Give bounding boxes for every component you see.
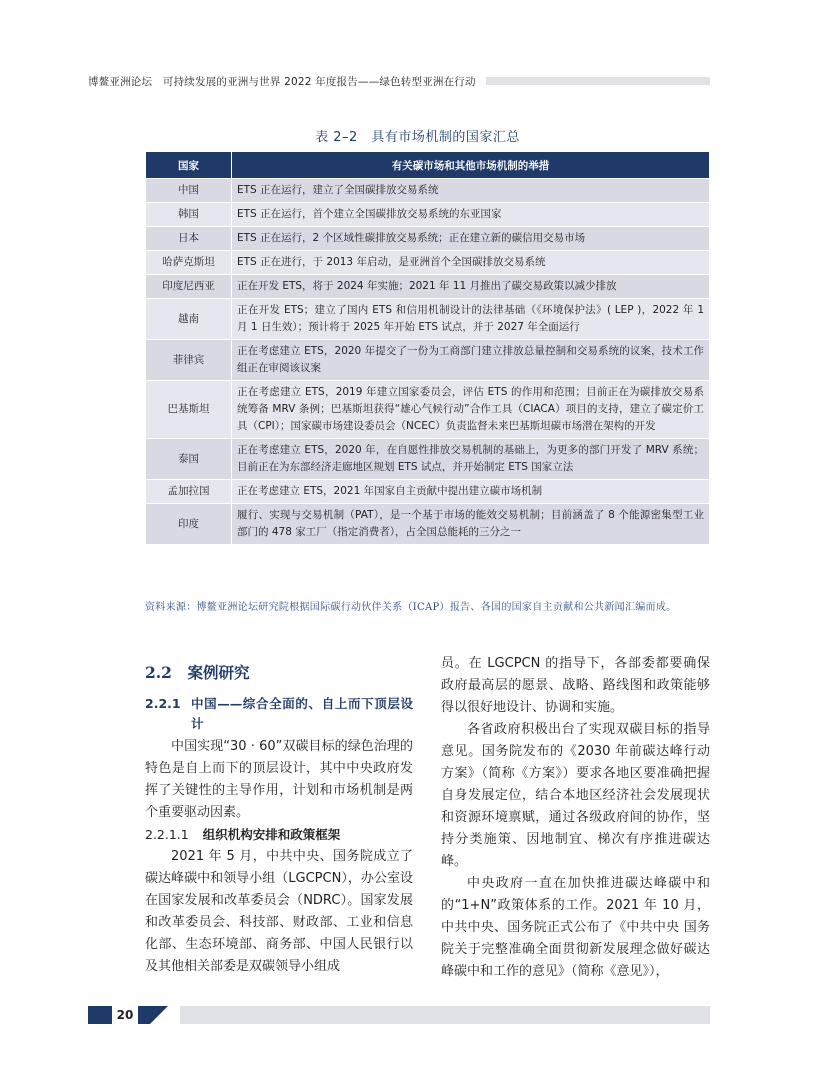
measure-cell: ETS 正在运行，首个建立全国碳排放交易系统的东亚国家	[232, 203, 710, 227]
subsubsection-title: 组织机构安排和政策框架	[202, 827, 341, 842]
table-row	[146, 227, 710, 251]
footer-accent	[138, 1006, 168, 1024]
country-cell: 韩国	[146, 203, 232, 227]
header-rule	[486, 77, 710, 85]
country-cell: 印度尼西亚	[146, 275, 232, 299]
table-row	[146, 340, 710, 381]
country-cell: 越南	[146, 299, 232, 340]
left-column	[145, 662, 413, 978]
footer-accent	[88, 1006, 112, 1024]
page-number: 20	[112, 1006, 138, 1024]
subsection-number: 2.2.1	[145, 696, 181, 711]
measure-cell: ETS 正在运行，建立了全国碳排放交易系统	[232, 179, 710, 203]
table-row	[146, 179, 710, 203]
measure-cell: ETS 正在运行，2 个区域性碳排放交易系统；正在建立新的碳信用交易市场	[232, 227, 710, 251]
measure-cell: 正在考虑建立 ETS，2020 年，在自愿性排放交易机制的基础上，为更多的部门开发了 MRV 系统；目前正在为东部经济走廊地区规划 ETS 试点，并开始制定 ETS 国家立法	[232, 439, 710, 480]
measure-cell: 正在开发 ETS；建立了国内 ETS 和信用机制设计的法律基础（《环境保护法》( LEP )，2022 年 1 月 1 日生效）；预计将于 2025 年开始 ETS 试点，并于 2027 年全面运行	[232, 299, 710, 340]
measure-cell: ETS 正在进行，于 2013 年启动，是亚洲首个全国碳排放交易系统	[232, 251, 710, 275]
country-cell: 巴基斯坦	[146, 381, 232, 439]
table-header-row	[146, 152, 710, 179]
table-row	[146, 299, 710, 340]
table-row	[146, 381, 710, 439]
footer-rule	[180, 1006, 710, 1024]
page-footer	[88, 1006, 710, 1024]
country-cell: 印度	[146, 504, 232, 545]
table-row	[146, 203, 710, 227]
subsubsection-heading	[145, 824, 413, 846]
country-cell: 日本	[146, 227, 232, 251]
country-cell: 孟加拉国	[146, 480, 232, 504]
country-cell: 泰国	[146, 439, 232, 480]
country-cell: 菲律宾	[146, 340, 232, 381]
country-cell: 中国	[146, 179, 232, 203]
table-source-note: 资料来源：博鳌亚洲论坛研究院根据国际碳行动伙伴关系（ICAP）报告、各国的国家自主贡献和公共新闻汇编而成。	[145, 602, 677, 613]
country-cell: 哈萨克斯坦	[146, 251, 232, 275]
table-row	[146, 275, 710, 299]
section-title: 2.2 案例研究	[145, 663, 250, 682]
measure-cell: 正在考虑建立 ETS，2019 年建立国家委员会，评估 ETS 的作用和范围；目前正在为碳排放交易系统筹备 MRV 条例；巴基斯坦获得“雄心气候行动”合作工具（CIACA）项目的支持，建立了碳定价工具（CPI）；国家碳市场建设委员会（NCEC）负责监督未来巴基斯坦碳市场潜在架构的开发	[232, 381, 710, 439]
market-mechanism-table	[145, 151, 710, 545]
table-row	[146, 251, 710, 275]
header-title: 博鳌亚洲论坛 可持续发展的亚洲与世界 2022 年度报告——绿色转型亚洲在行动	[88, 75, 476, 88]
running-header	[88, 74, 710, 88]
body-paragraph: 中央政府一直在加快推进碳达峰碳中和的“1+N”政策体系的工作。2021 年 10 月，中共中央、国务院正式公布了《中共中央 国务院关于完整准确全面贯彻新发展理念做好碳达峰碳中和工作的意见》（简称《意见》），	[441, 876, 710, 979]
right-column	[441, 653, 710, 983]
table-row	[146, 480, 710, 504]
table-row	[146, 439, 710, 480]
subsection-heading	[145, 694, 413, 734]
measure-cell: 正在考虑建立 ETS，2021 年国家自主贡献中提出建立碳市场机制	[232, 480, 710, 504]
body-paragraph: 各省政府积极出台了实现双碳目标的指导意见。国务院发布的《2030 年前碳达峰行动方案》（简称《方案》）要求各地区要准确把握自身发展定位，结合本地区经济社会发展现状和资源环境禀赋，通过各级政府间的协作，坚持分类施策、因地制宜、梯次有序推进碳达峰。	[441, 722, 710, 869]
table-row	[146, 504, 710, 545]
measure-cell: 正在开发 ETS，将于 2024 年实施；2021 年 11 月推出了碳交易政策以减少排放	[232, 275, 710, 299]
column-header-country: 国家	[146, 152, 232, 179]
measure-cell: 正在考虑建立 ETS，2020 年提交了一份为工商部门建立排放总量控制和交易系统的议案，技术工作组正在审阅该议案	[232, 340, 710, 381]
column-header-measure: 有关碳市场和其他市场机制的举措	[232, 152, 710, 179]
body-paragraph: 中国实现“30 · 60”双碳目标的绿色治理的特色是自上而下的顶层设计，其中中央政府发挥了关键性的主导作用，计划和市场机制是两个重要驱动因素。	[145, 739, 413, 820]
subsection-title: 中国——综合全面的、自上而下顶层设计	[191, 696, 413, 731]
measure-cell: 履行、实现与交易机制（PAT），是一个基于市场的能效交易机制；目前涵盖了 8 个能源密集型工业部门的 478 家工厂（指定消费者），占全国总能耗的三分之一	[232, 504, 710, 545]
subsubsection-number: 2.2.1.1	[145, 827, 189, 842]
table-title: 表 2–2 具有市场机制的国家汇总	[315, 130, 520, 145]
body-paragraph: 2021 年 5 月，中共中央、国务院成立了碳达峰碳中和领导小组（LGCPCN），办公室设在国家发展和改革委员会（NDRC）。国家发展和改革委员会、科技部、财政部、工业和信息化部、生态环境部、商务部、中国人民银行以及其他相关部委是双碳领导小组成	[145, 849, 413, 974]
body-paragraph: 员。在 LGCPCN 的指导下，各部委都要确保政府最高层的愿景、战略、路线图和政策能够得以很好地设计、协调和实施。	[441, 656, 710, 715]
